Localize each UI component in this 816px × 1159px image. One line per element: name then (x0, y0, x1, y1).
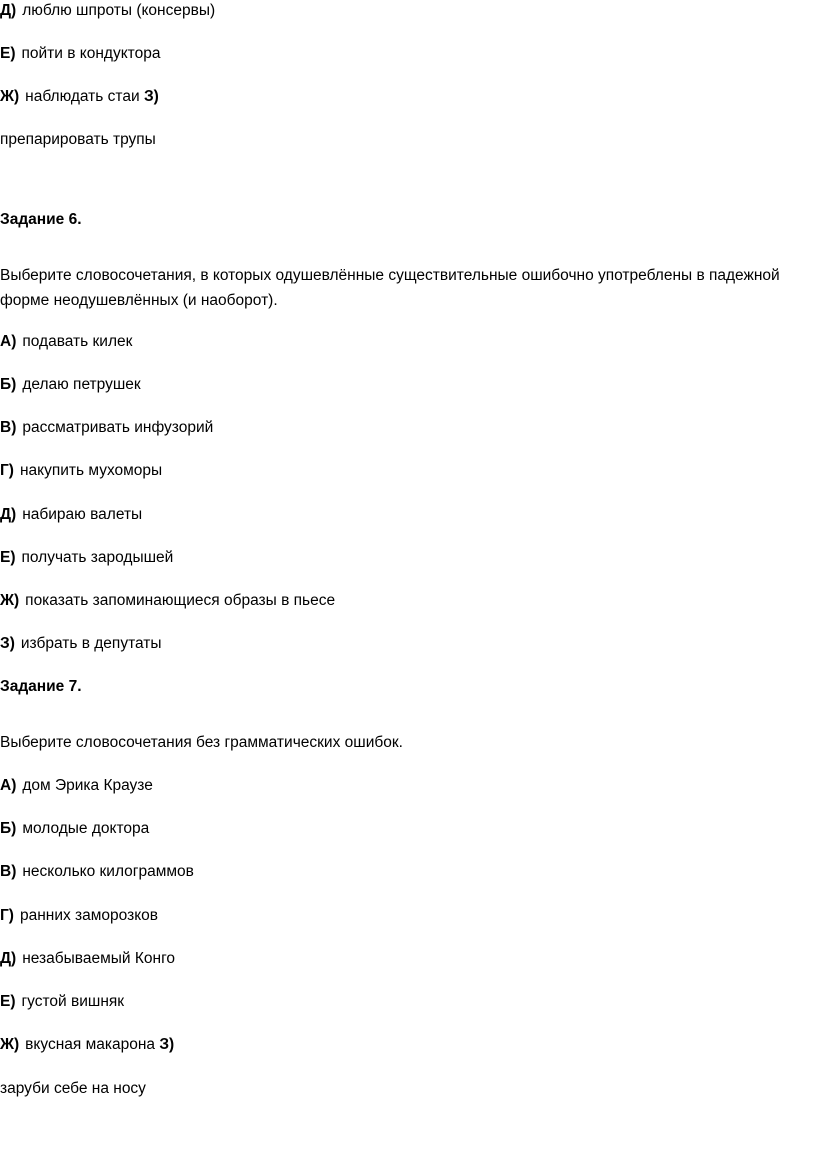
option-label: Б) (0, 820, 17, 837)
option-text: пойти в кондуктора (21, 45, 161, 62)
option-label: Г) (0, 462, 14, 479)
option-item (0, 591, 335, 611)
option-item (0, 949, 175, 969)
option-label: Ж) (0, 592, 20, 609)
task-7-title: Задание 7. (0, 678, 82, 695)
option-label: А) (0, 333, 17, 350)
option-item (0, 418, 213, 438)
task-7-instruction: Выберите словосочетания без грамматических ошибок. (0, 734, 403, 751)
option-label: Д) (0, 506, 17, 523)
option-text: незабываемый Конго (22, 950, 176, 967)
option-label: З) (0, 635, 15, 652)
option-text: вкусная макарона (25, 1036, 156, 1053)
option-text: делаю петрушек (22, 376, 141, 393)
option-label: А) (0, 777, 17, 794)
option-label: Е) (0, 45, 16, 62)
option-text: ранних заморозков (19, 907, 159, 924)
option-item (0, 1035, 174, 1055)
option-label: Е) (0, 993, 16, 1010)
option-text: рассматривать инфузорий (22, 419, 214, 436)
option-text: густой вишняк (21, 993, 125, 1010)
option-text: показать запоминающиеся образы в пьесе (25, 592, 336, 609)
option-item (0, 548, 173, 568)
option-text: наблюдать стаи (25, 88, 140, 105)
option-item (0, 44, 160, 64)
option-label-trailing: З) (159, 1036, 175, 1053)
option-item (0, 461, 162, 481)
option-text: молодые доктора (22, 820, 150, 837)
option-label: Е) (0, 549, 16, 566)
option-label: Д) (0, 2, 17, 19)
option-item (0, 862, 194, 882)
option-item (0, 332, 132, 352)
option-item (0, 634, 162, 654)
option-label: Г) (0, 907, 14, 924)
task-6-title: Задание 6. (0, 211, 82, 228)
task-6-instruction: Выберите словосочетания, в которых одушевлённые существительные ошибочно употреблены в падежной форме неодушевлённых (и наоборот). (0, 267, 780, 309)
option-text: получать зародышей (21, 549, 174, 566)
option-label: В) (0, 863, 17, 880)
option-item (0, 505, 142, 525)
option-label: Д) (0, 950, 17, 967)
option-label-trailing: З) (143, 88, 159, 105)
option-item (0, 819, 149, 839)
option-item (0, 992, 124, 1012)
option-label: Ж) (0, 88, 20, 105)
option-item (0, 906, 158, 926)
option-item (0, 1, 215, 21)
option-continuation: заруби себе на носу (0, 1080, 146, 1097)
option-text: набираю валеты (22, 506, 143, 523)
option-item (0, 776, 153, 796)
option-text: избрать в депутаты (20, 635, 162, 652)
option-text: несколько килограммов (22, 863, 194, 880)
option-text: люблю шпроты (консервы) (22, 2, 216, 19)
option-text: накупить мухоморы (19, 462, 163, 479)
option-label: Б) (0, 376, 17, 393)
option-continuation: препарировать трупы (0, 131, 156, 148)
option-label: В) (0, 419, 17, 436)
option-text: дом Эрика Краузе (22, 777, 153, 794)
option-item (0, 375, 141, 395)
option-text: подавать килек (22, 333, 133, 350)
option-item (0, 87, 159, 107)
option-label: Ж) (0, 1036, 20, 1053)
